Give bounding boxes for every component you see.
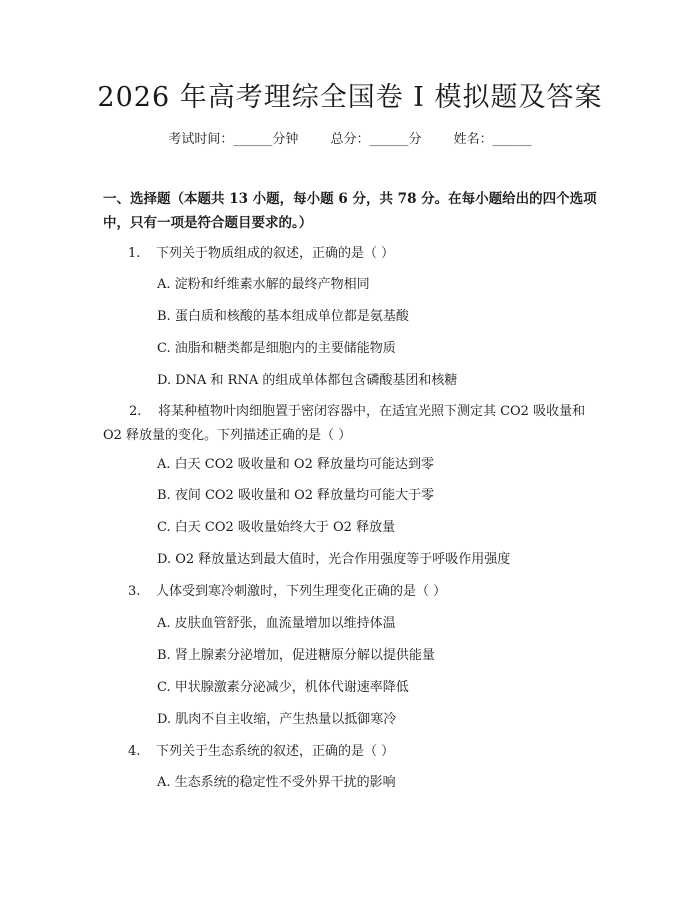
question-1-option-c: C. 油脂和糖类都是细胞内的主要储能物质 [157,341,396,356]
question-3-option-c: C. 甲状腺激素分泌减少，机体代谢速率降低 [157,680,409,695]
question-number: 2. [129,404,142,419]
exam-meta [0,130,700,150]
question-number: 1. [128,246,141,261]
question-3-option-b: B. 肾上腺素分泌增加，促进糖原分解以提供能量 [157,648,435,663]
question-stem: 下列关于物质组成的叙述，正确的是（ ） [156,246,395,261]
question-3 [128,582,446,602]
question-stem: 将某种植物叶肉细胞置于密闭容器中，在适宜光照下测定其 CO2 吸收量和 O2 释放量的变化。下列描述正确的是（ ） [103,404,586,443]
page-title: 2026 年高考理综全国卷 I 模拟题及答案 [97,82,603,113]
question-number: 3. [128,584,141,599]
exam-time-field: 考试时间：______分钟 [168,132,299,147]
question-stem: 下列关于生态系统的叙述，正确的是（ ） [156,744,395,759]
question-3-option-a: A. 皮肤血管舒张，血流量增加以维持体温 [157,616,396,631]
section-heading: 一、选择题（本题共 13 小题，每小题 6 分，共 78 分。在每小题给出的四个选项中，只有一项是符合题目要求的。） [103,191,597,231]
question-1 [128,244,394,264]
question-2-option-b: B. 夜间 CO2 吸收量和 O2 释放量均可能大于零 [157,488,435,503]
question-1-option-d: D. DNA 和 RNA 的组成单体都包含磷酸基团和核糖 [157,373,458,388]
question-2-option-a: A. 白天 CO2 吸收量和 O2 释放量均可能达到零 [157,457,434,472]
question-2-option-d: D. O2 释放量达到最大值时，光合作用强度等于呼吸作用强度 [157,552,511,567]
question-1-option-b: B. 蛋白质和核酸的基本组成单位都是氨基酸 [157,309,409,324]
name-field: 姓名：______ [453,132,532,147]
question-1-option-a: A. 淀粉和纤维素水解的最终产物相同 [157,277,370,292]
question-number: 4. [128,744,141,759]
question-3-option-d: D. 肌肉不自主收缩，产生热量以抵御寒冷 [157,712,397,727]
question-2-option-c: C. 白天 CO2 吸收量始终大于 O2 释放量 [157,520,396,535]
question-2 [103,400,603,448]
question-stem: 人体受到寒冷刺激时，下列生理变化正确的是（ ） [156,584,447,599]
question-4 [128,742,394,762]
question-4-option-a: A. 生态系统的稳定性不受外界干扰的影响 [157,775,396,790]
total-score-field: 总分：______分 [330,132,422,147]
